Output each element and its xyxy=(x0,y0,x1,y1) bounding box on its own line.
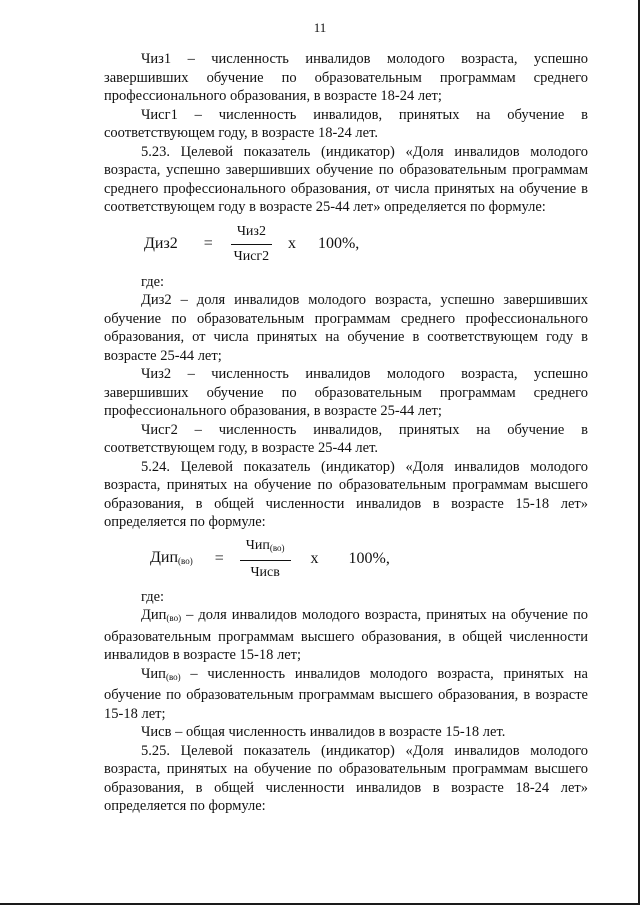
formula2-numerator-sub: (во) xyxy=(269,543,285,553)
formula2-lhs xyxy=(150,549,193,571)
term-dip-sub: (во) xyxy=(166,613,182,623)
formula-diz2 xyxy=(104,221,588,269)
formula2-percent: 100%, xyxy=(348,550,390,568)
formula2-numerator xyxy=(240,537,291,561)
where-label: где: xyxy=(141,273,165,290)
definition-chiz2: Чиз2 – численность инвалидов молодого возраста, успешно завершивших обучение по образовательным программам среднего профессионального образования, в возрасте 25-44 лет; xyxy=(104,366,588,419)
definition-chisg2: Чисг2 – численность инвалидов, принятых на обучение в соответствующем году, в возрасте 25-44 лет. xyxy=(104,421,588,456)
formula2-lhs-main: Дип xyxy=(150,548,179,566)
formula-dip-vo xyxy=(104,536,588,584)
formula2-equals: = xyxy=(214,550,224,568)
formula-equals: = xyxy=(203,235,213,253)
formula2-denominator: Чисв xyxy=(250,564,280,580)
section-5-23: 5.23. Целевой показатель (индикатор) «Доля инвалидов молодого возраста, успешно завершивших обучение по образовательным программам среднего профессионального образования, от числа принятых на обучение в соответствующем году в возрасте 25-44 лет» определяется по формуле: xyxy=(104,143,588,215)
term-chip-sub: (во) xyxy=(165,671,181,682)
term-chip: Чип xyxy=(141,665,166,682)
definition-chiz1: Чиз1 – численность инвалидов молодого возраста, успешно завершивших обучение по образовательным программам среднего профессионального образования, в возрасте 18-24 лет; xyxy=(104,51,588,104)
where-label-2: где: xyxy=(141,588,165,605)
formula-denominator: Чисг2 xyxy=(233,248,270,264)
formula-times: х xyxy=(287,235,296,253)
formula2-lhs-sub: (во) xyxy=(178,555,193,566)
section-5-24: 5.24. Целевой показатель (индикатор) «Доля инвалидов молодого возраста, принятых на обучение по образовательным программам высшего образования, в общей численности инвалидов в возрасте 15-18 лет» определяется по формуле: xyxy=(104,458,588,530)
definition-chisv: Чисв – общая численность инвалидов в возрасте 15-18 лет. xyxy=(141,724,506,740)
definition-diz2: Диз2 – доля инвалидов молодого возраста, успешно завершивших обучение по образовательным программам среднего профессионального образования, от числа принятых на обучение в соответствующем году в возрасте 25-44 лет; xyxy=(104,292,588,364)
definition-dip-vo xyxy=(104,606,588,665)
definition-chip-text: – численность инвалидов молодого возраста, принятых на обучение по образовательным программам высшего образования, в возрасте 15-18 лет; xyxy=(104,665,588,722)
definition-chisg1: Чисг1 – численность инвалидов, принятых на обучение в соответствующем году, в возрасте 18-24 лет. xyxy=(104,106,588,141)
formula2-fraction xyxy=(240,537,291,582)
term-dip: Дип xyxy=(141,607,167,623)
document-body xyxy=(104,50,588,816)
formula-lhs: Диз2 xyxy=(144,235,178,253)
formula-numerator: Чиз2 xyxy=(231,223,272,245)
definition-chip-vo xyxy=(104,665,588,724)
definition-dip-text: – доля инвалидов молодого возраста, принятых на обучение по образовательным программам высшего образования, в общей численности инвалидов в возрасте 15-18 лет; xyxy=(104,607,588,663)
formula2-times: х xyxy=(310,550,319,568)
formula2-numerator-main: Чип xyxy=(245,538,270,553)
formula-fraction xyxy=(231,223,272,266)
formula-percent: 100%, xyxy=(317,235,360,253)
section-5-25: 5.25. Целевой показатель (индикатор) «Доля инвалидов молодого возраста, принятых на обучение по образовательным программам высшего образования, в общей численности инвалидов в возрасте 18-24 лет» определяется по формуле: xyxy=(104,742,588,814)
page-number: 11 xyxy=(313,20,327,35)
